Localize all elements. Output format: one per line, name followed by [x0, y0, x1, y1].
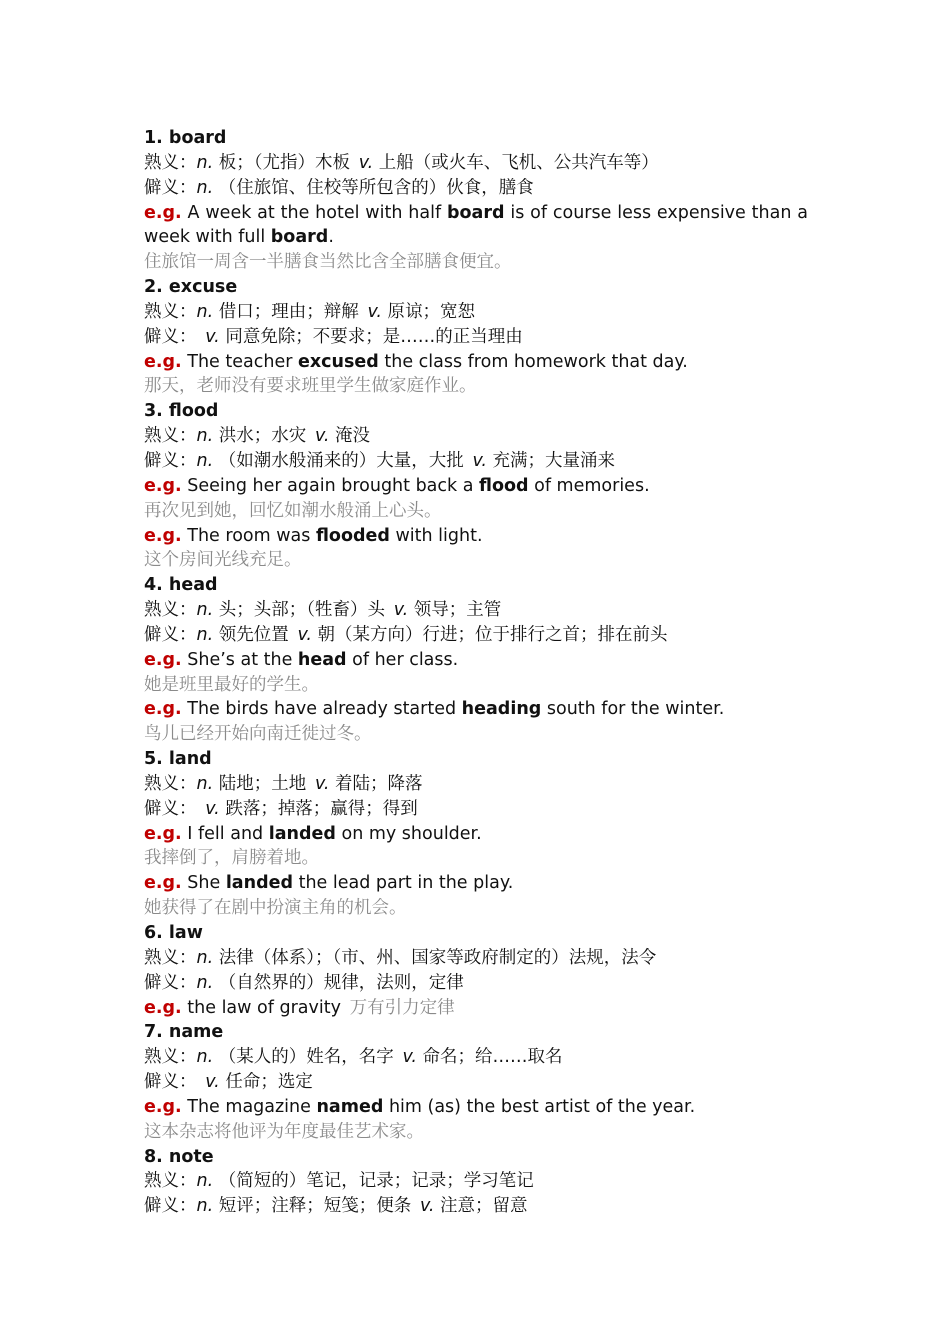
example-text: on my shoulder. [335, 823, 482, 844]
meaning-verb: 上船（或火车、飞机、公共汽车等） [373, 152, 659, 173]
meaning-noun: （如潮水般涌来的）大量，大批 [213, 450, 464, 471]
meaning-noun: （住旅馆、住校等所包含的）伙食，膳食 [213, 177, 534, 198]
example-translation: 鸟儿已经开始向南迁徙过冬。 [144, 724, 372, 745]
meaning-noun: 短评；注释；短笺；便条 [213, 1196, 412, 1217]
example-translation: 她是班里最好的学生。 [144, 674, 319, 695]
example-sentence [144, 201, 808, 251]
rare-meaning [144, 1070, 808, 1095]
rare-meaning [144, 971, 808, 996]
meaning-noun: 头；头部；（牲畜）头 [213, 600, 385, 621]
example-text: The birds have already started [187, 699, 462, 720]
example-keyword: landed [268, 823, 336, 844]
meaning-verb: 领导；主管 [408, 600, 502, 621]
example-keyword: excused [297, 351, 379, 372]
example-label: e.g. [144, 873, 182, 894]
pos-noun: n. [196, 1196, 214, 1217]
pos-verb: v. [314, 773, 330, 794]
example-label: e.g. [144, 525, 182, 546]
pos-verb: v. [367, 301, 382, 322]
example-label: e.g. [144, 997, 182, 1018]
example-text: . [328, 227, 334, 248]
example-keyword: heading [461, 699, 542, 720]
example-sentence [144, 350, 808, 375]
meaning-verb: 跌落；掉落；赢得；得到 [219, 798, 418, 819]
entry-headword: 6. law [144, 923, 203, 943]
example-label: e.g. [144, 649, 182, 670]
example-translation: 她获得了在剧中扮演主角的机会。 [144, 898, 407, 919]
meaning-noun: 洪水；水灾 [213, 426, 307, 447]
meaning-label: 僻义： [144, 1196, 197, 1217]
example-text: the law of gravity [187, 997, 341, 1018]
meaning-verb: 充满；大量涌来 [486, 450, 616, 471]
meaning-label: 熟义： [144, 426, 197, 447]
rare-meaning [144, 797, 808, 822]
entry-headword: 7. name [144, 1022, 224, 1043]
example-keyword: landed [225, 873, 294, 894]
meaning-label: 僻义： [144, 972, 197, 993]
example-translation: 万有引力定律 [349, 997, 455, 1018]
common-meaning [144, 300, 808, 325]
example-label: e.g. [144, 475, 182, 496]
example-sentence [144, 822, 808, 847]
entry-headword: 8. note [144, 1146, 214, 1167]
example-text: is of course less expensive than a week with full [144, 202, 808, 248]
common-meaning [144, 598, 808, 623]
pos-verb: v. [205, 1072, 220, 1093]
meaning-label: 熟义： [144, 947, 197, 968]
pos-verb: v. [297, 624, 312, 645]
meaning-noun: 陆地；土地 [213, 773, 307, 794]
pos-verb: v. [402, 1047, 417, 1068]
rare-meaning [144, 1194, 808, 1219]
rare-meaning [144, 623, 808, 648]
common-meaning [144, 151, 808, 176]
common-meaning [144, 1169, 808, 1194]
entry-headword: 1. board [144, 128, 227, 148]
example-keyword: board [446, 202, 505, 223]
pos-noun: n. [196, 1047, 214, 1068]
example-text: south for the winter. [541, 699, 725, 720]
example-text: with light. [389, 525, 483, 546]
rare-meaning [144, 325, 808, 350]
entry-headword: 2. excuse [144, 277, 238, 298]
example-text: I fell and [187, 823, 269, 844]
rare-meaning [144, 449, 808, 474]
example-translation: 那天，老师没有要求班里学生做家庭作业。 [144, 376, 477, 397]
pos-verb: v. [314, 426, 330, 447]
example-text: him (as) the best artist of the year. [383, 1096, 696, 1117]
pos-verb: v. [205, 798, 220, 819]
pos-noun: n. [196, 947, 214, 968]
example-keyword: flooded [315, 525, 390, 546]
example-translation: 再次见到她，回忆如潮水般涌上心头。 [144, 500, 442, 521]
meaning-verb: 注意；留意 [434, 1196, 528, 1217]
common-meaning [144, 424, 808, 449]
meaning-verb: 着陆；降落 [329, 773, 423, 794]
example-text: She [187, 873, 226, 894]
example-text: Seeing her again brought back a [187, 475, 480, 496]
meaning-verb: 原谅；宽恕 [381, 301, 476, 322]
meaning-label: 熟义： [144, 600, 197, 621]
example-text: of her class. [346, 649, 459, 670]
example-text: The magazine [187, 1096, 317, 1117]
example-sentence [144, 474, 808, 499]
meaning-verb: 朝（某方向）行进；位于排行之首；排在前头 [311, 624, 668, 645]
meaning-label: 僻义： [144, 624, 197, 645]
meaning-noun: 法律（体系）；（市、州、国家等政府制定的）法规，法令 [213, 947, 657, 968]
meaning-noun: （某人的）姓名，名字 [213, 1047, 394, 1068]
pos-noun: n. [196, 1171, 214, 1192]
example-keyword: head [297, 649, 347, 670]
meaning-verb: 命名；给……取名 [416, 1047, 563, 1068]
example-sentence [144, 871, 808, 896]
example-label: e.g. [144, 351, 182, 372]
meaning-label: 熟义： [144, 773, 197, 794]
vocabulary-list [144, 126, 808, 1219]
example-label: e.g. [144, 1096, 182, 1117]
example-sentence [144, 996, 808, 1021]
pos-verb: v. [205, 326, 220, 347]
common-meaning [144, 1045, 808, 1070]
meaning-verb: 同意免除；不要求；是……的正当理由 [219, 326, 523, 347]
meaning-label: 僻义： [144, 177, 197, 198]
pos-verb: v. [472, 450, 487, 471]
meaning-verb: 任命；选定 [219, 1072, 313, 1093]
example-text: the lead part in the play. [293, 873, 514, 894]
example-text: The room was [187, 525, 316, 546]
pos-noun: n. [196, 177, 214, 198]
meaning-label: 僻义： [144, 1072, 197, 1093]
meaning-noun: 板；（尤指）木板 [213, 152, 350, 173]
meaning-label: 熟义： [144, 152, 197, 173]
meaning-label: 僻义： [144, 798, 197, 819]
example-text: of memories. [528, 475, 650, 496]
example-sentence [144, 1095, 808, 1120]
pos-verb: v. [419, 1196, 435, 1217]
example-label: e.g. [144, 823, 182, 844]
example-translation: 这个房间光线充足。 [144, 550, 302, 571]
example-label: e.g. [144, 202, 182, 223]
common-meaning [144, 772, 808, 797]
meaning-noun: （简短的）笔记，记录；记录；学习笔记 [213, 1171, 534, 1192]
pos-noun: n. [196, 152, 214, 173]
pos-noun: n. [196, 301, 214, 322]
pos-verb: v. [358, 152, 374, 173]
example-keyword: flood [479, 475, 529, 496]
entry-headword: 5. land [144, 749, 212, 770]
pos-noun: n. [196, 600, 214, 621]
pos-noun: n. [196, 624, 214, 645]
example-sentence [144, 524, 808, 549]
pos-noun: n. [196, 773, 214, 794]
meaning-noun: 领先位置 [213, 624, 289, 645]
example-text: The teacher [187, 351, 298, 372]
pos-verb: v. [393, 600, 409, 621]
example-label: e.g. [144, 699, 182, 720]
example-sentence [144, 648, 808, 673]
example-keyword: board [270, 227, 329, 248]
pos-noun: n. [196, 450, 214, 471]
meaning-label: 僻义： [144, 450, 197, 471]
meaning-noun: 借口；理由；辩解 [213, 301, 359, 322]
example-sentence [144, 697, 808, 722]
example-text: She’s at the [187, 649, 298, 670]
pos-noun: n. [196, 426, 214, 447]
example-text: A week at the hotel with half [187, 202, 447, 223]
example-translation: 我摔倒了，肩膀着地。 [144, 848, 319, 869]
example-translation: 住旅馆一周含一半膳食当然比含全部膳食便宜。 [144, 252, 512, 273]
rare-meaning [144, 176, 808, 201]
meaning-verb: 淹没 [329, 426, 371, 447]
entry-headword: 4. head [144, 575, 218, 596]
meaning-label: 熟义： [144, 1047, 197, 1068]
common-meaning [144, 946, 808, 971]
example-keyword: named [316, 1096, 384, 1117]
entry-headword: 3. flood [144, 401, 219, 422]
pos-noun: n. [196, 972, 214, 993]
example-translation: 这本杂志将他评为年度最佳艺术家。 [144, 1121, 424, 1142]
meaning-label: 熟义： [144, 1171, 197, 1192]
meaning-label: 熟义： [144, 301, 197, 322]
meaning-label: 僻义： [144, 326, 197, 347]
meaning-noun: （自然界的）规律，法则，定律 [213, 972, 464, 993]
example-text: the class from homework that day. [378, 351, 688, 372]
